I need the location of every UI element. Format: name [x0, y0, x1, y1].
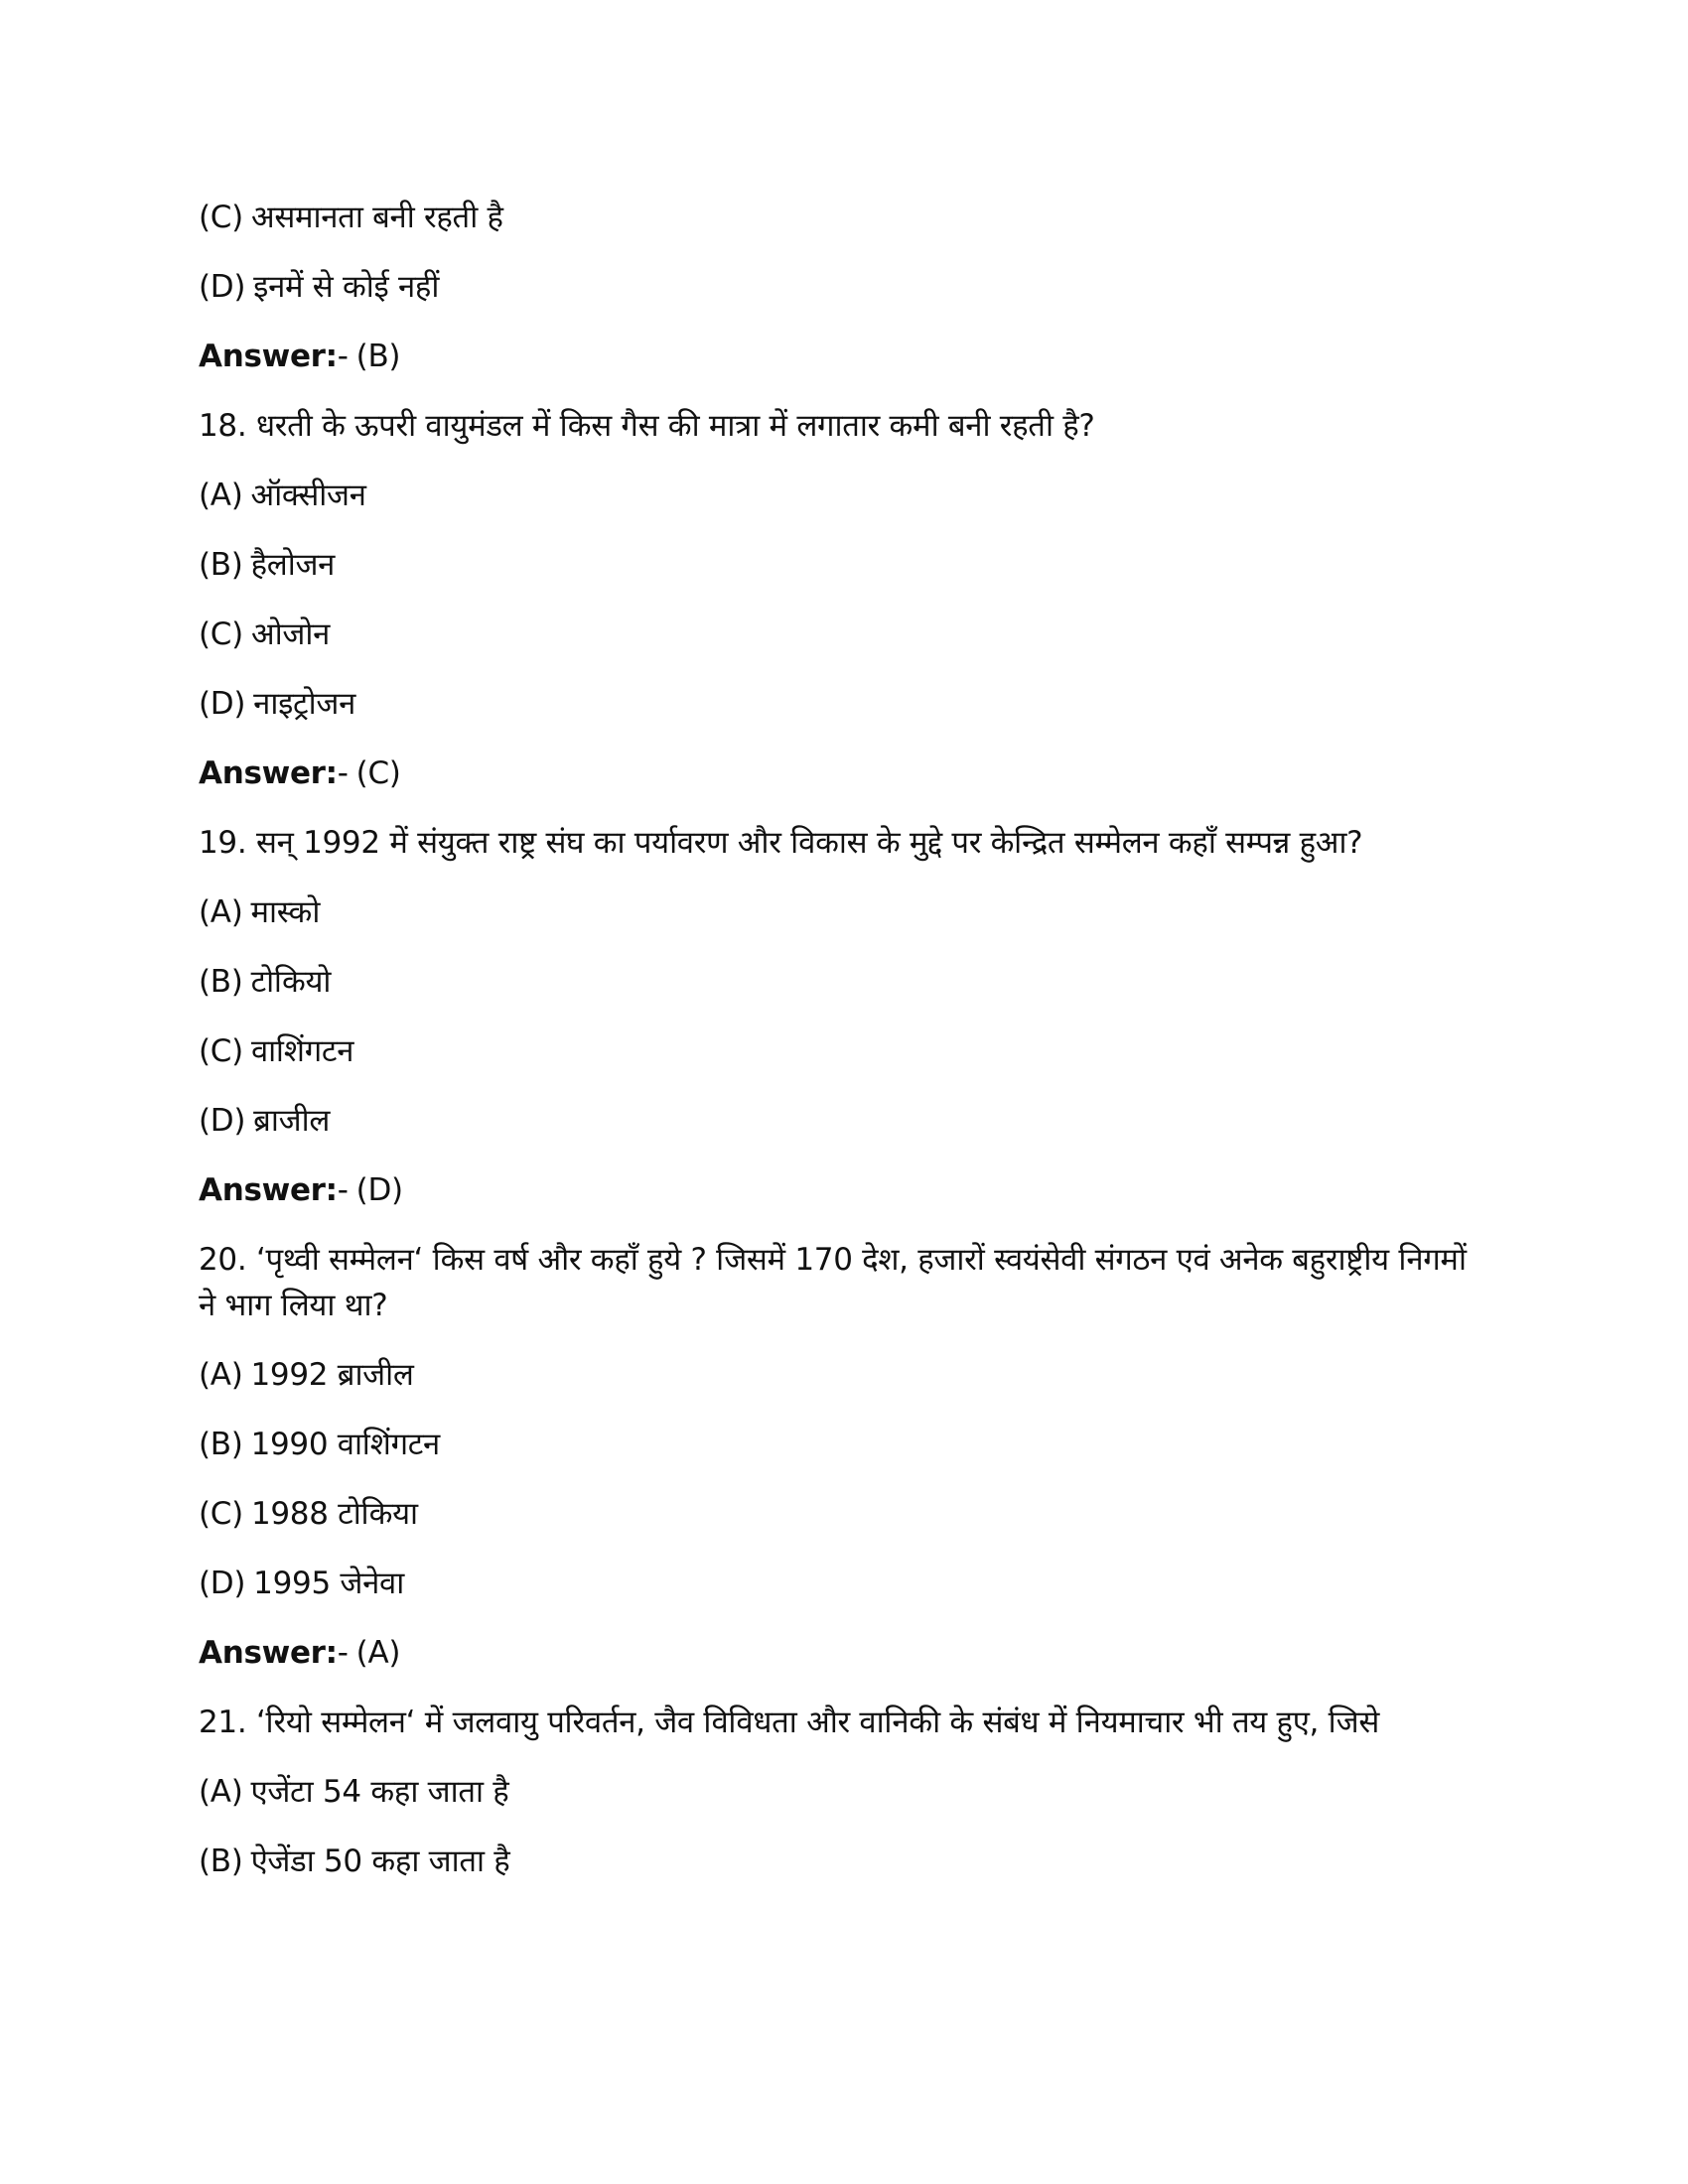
option-text: ओजोन: [250, 616, 330, 652]
question-text: [199, 1700, 1489, 1745]
answer-separator: -: [337, 755, 349, 791]
option-key: (D): [199, 269, 246, 305]
option-b: [199, 1422, 1489, 1467]
option-a: [199, 473, 1489, 518]
question-21: [199, 1700, 1489, 1884]
option-text: इनमें से कोई नहीं: [253, 269, 440, 305]
option-d: [199, 1561, 1489, 1606]
option-b: [199, 1839, 1489, 1884]
answer-value: (A): [355, 1635, 401, 1671]
option-key: (D): [199, 1103, 246, 1139]
option-key: (D): [199, 1566, 246, 1601]
option-key: (B): [199, 964, 243, 1000]
answer-separator: -: [337, 1172, 349, 1208]
answer-separator: -: [337, 1635, 349, 1671]
answer-label: Answer:: [199, 1172, 338, 1208]
option-c: [199, 195, 1489, 240]
answer-separator: -: [337, 339, 349, 374]
question-body: सन् 1992 में संयुक्त राष्ट्र संघ का पर्यावरण और विकास के मुद्दे पर केन्द्रित सम्मेलन कहाँ सम्पन्न हुआ?: [255, 825, 1363, 861]
option-key: (D): [199, 686, 246, 722]
document-page: [199, 195, 1489, 1908]
option-text: एजेंटा 54 कहा जाता है: [250, 1774, 509, 1810]
option-key: (B): [199, 547, 243, 583]
answer-label: Answer:: [199, 339, 338, 374]
question-19: [199, 820, 1489, 1213]
option-b: [199, 959, 1489, 1005]
option-d: [199, 1098, 1489, 1144]
option-text: 1988 टोकिया: [250, 1496, 418, 1532]
option-text: नाइट्रोजन: [253, 686, 355, 722]
option-key: (A): [199, 478, 243, 513]
question-20: [199, 1237, 1489, 1676]
option-c: [199, 612, 1489, 657]
answer-line: [199, 334, 1489, 379]
option-key: (A): [199, 894, 243, 930]
question-text: [199, 1237, 1489, 1328]
option-text: हैलोजन: [250, 547, 336, 583]
option-text: मास्को: [250, 894, 321, 930]
question-number: 20.: [199, 1242, 247, 1278]
option-key: (C): [199, 616, 243, 652]
answer-label: Answer:: [199, 1635, 338, 1671]
question-number: 21.: [199, 1705, 247, 1740]
question-body: ‘रियो सम्मेलन‘ में जलवायु परिवर्तन, जैव विविधता और वानिकी के संबंध में नियमाचार भी तय हुए, जिसे: [255, 1705, 1380, 1740]
option-d: [199, 681, 1489, 727]
option-text: वाशिंगटन: [250, 1033, 354, 1069]
question-18: [199, 403, 1489, 796]
option-c: [199, 1491, 1489, 1537]
answer-value: (C): [355, 755, 401, 791]
option-key: (C): [199, 1496, 243, 1532]
option-d: [199, 264, 1489, 310]
answer-line: [199, 1167, 1489, 1213]
option-text: असमानता बनी रहती है: [250, 200, 503, 235]
option-a: [199, 1352, 1489, 1398]
option-c: [199, 1028, 1489, 1074]
option-text: टोकियो: [250, 964, 332, 1000]
option-b: [199, 542, 1489, 588]
question-body: धरती के ऊपरी वायुमंडल में किस गैस की मात्रा में लगातार कमी बनी रहती है?: [255, 408, 1095, 444]
option-key: (A): [199, 1357, 243, 1393]
option-text: 1990 वाशिंगटन: [250, 1427, 440, 1462]
option-text: ब्राजील: [253, 1103, 331, 1139]
option-key: (B): [199, 1843, 243, 1879]
answer-value: (D): [355, 1172, 403, 1208]
option-text: 1995 जेनेवा: [253, 1566, 404, 1601]
question-number: 19.: [199, 825, 247, 861]
question-text: [199, 820, 1489, 866]
option-key: (C): [199, 200, 243, 235]
answer-label: Answer:: [199, 755, 338, 791]
answer-line: [199, 751, 1489, 796]
question-text: [199, 403, 1489, 449]
option-key: (C): [199, 1033, 243, 1069]
answer-line: [199, 1630, 1489, 1676]
option-key: (A): [199, 1774, 243, 1810]
option-text: ऑक्सीजन: [250, 478, 366, 513]
option-text: 1992 ब्राजील: [250, 1357, 414, 1393]
option-a: [199, 1769, 1489, 1815]
option-a: [199, 889, 1489, 935]
question-number: 18.: [199, 408, 247, 444]
option-key: (B): [199, 1427, 243, 1462]
option-text: ऐजेंडा 50 कहा जाता है: [250, 1843, 510, 1879]
prev-question-tail: [199, 195, 1489, 379]
answer-value: (B): [355, 339, 401, 374]
question-body: ‘पृथ्वी सम्मेलन‘ किस वर्ष और कहाँ हुये ? जिसमें 170 देश, हजारों स्वयंसेवी संगठन एवं अनेक बहुराष्ट्रीय निगमों ने भाग लिया था?: [199, 1242, 1467, 1323]
